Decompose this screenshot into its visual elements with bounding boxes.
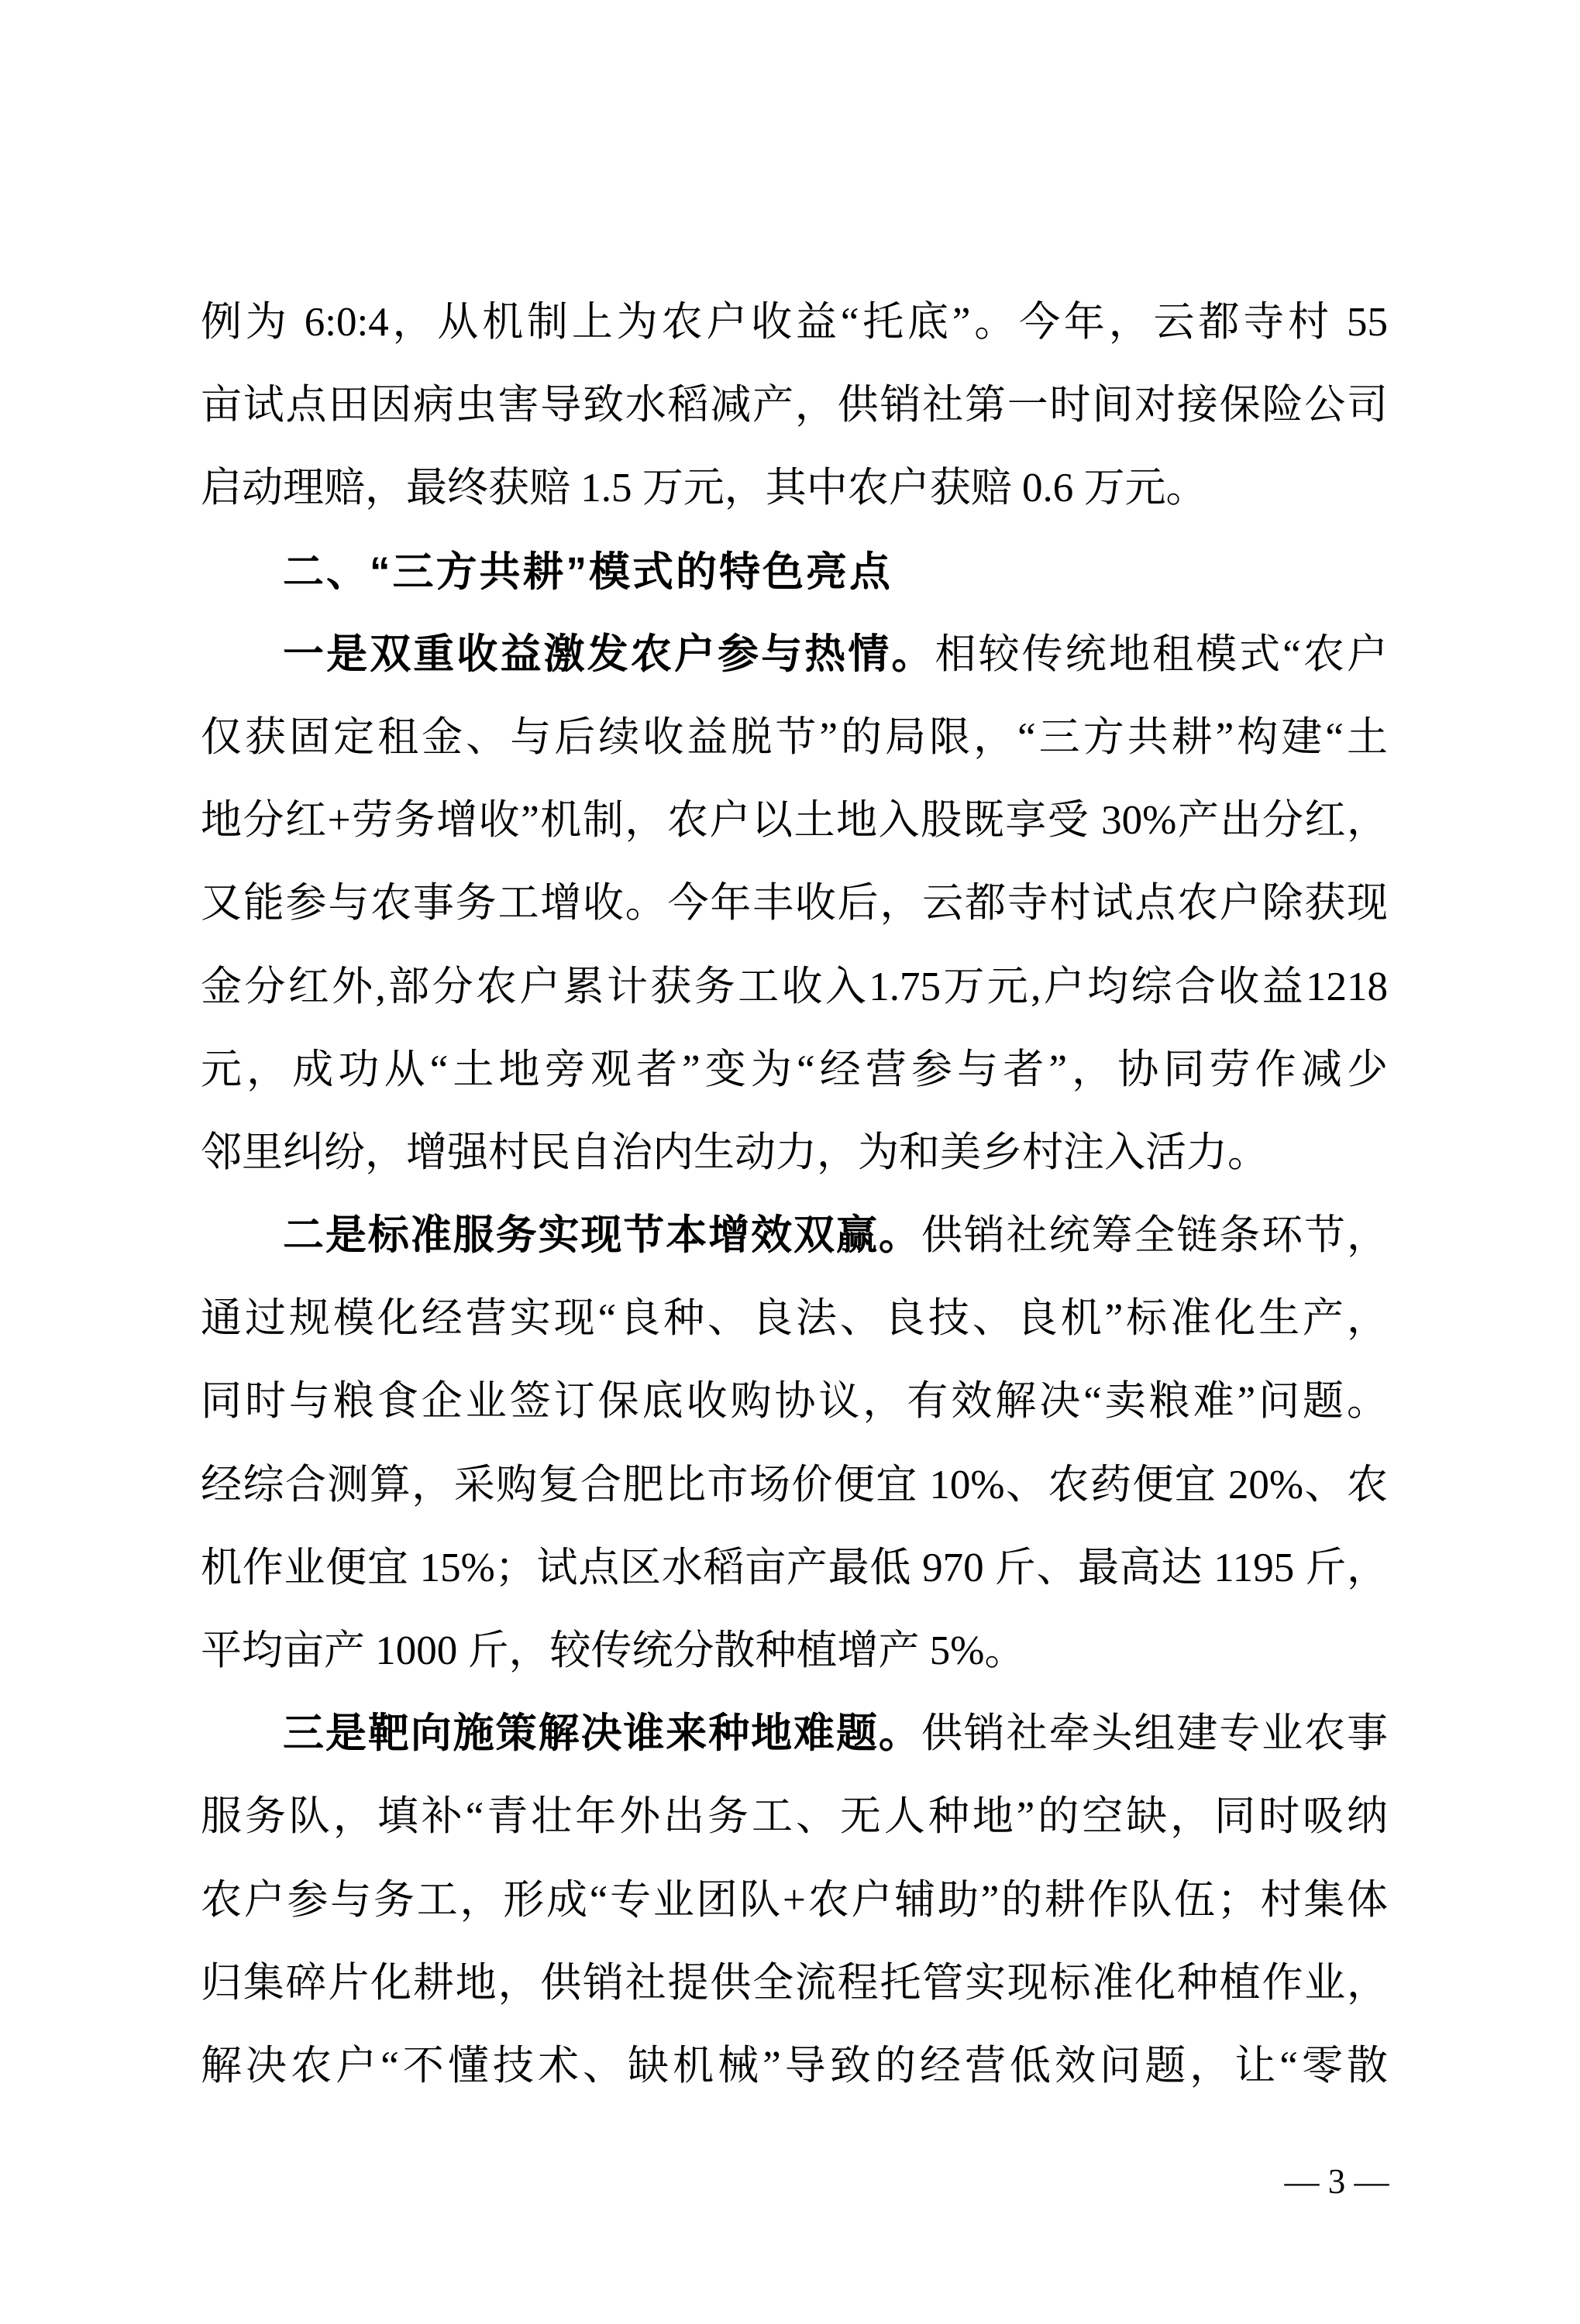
text-segment: 金分红外,部分农户累计获务工收入1.75万元,户均综合收益1218 [201, 964, 1388, 1009]
text-line [201, 946, 1388, 1029]
bold-text-segment: 二是标准服务实现节本增效双赢。 [283, 1213, 921, 1259]
text-segment: 归集碎片化耕地，供销社提供全流程托管实现标准化种植作业， [201, 1960, 1388, 2006]
text-segment: 元，成功从“土地旁观者”变为“经营参与者”，协同劳作减少 [201, 1047, 1388, 1092]
text-line [201, 1195, 1388, 1277]
text-line [201, 1693, 1388, 1776]
text-segment: 农户参与务工，形成“专业团队+农户辅助”的耕作队伍；村集体 [201, 1877, 1388, 1923]
text-segment: 机作业便宜 15%；试点区水稻亩产最低 970 斤、最高达 1195 斤， [201, 1545, 1388, 1590]
text-segment: 服务队，填补“青壮年外出务工、无人种地”的空缺，同时吸纳 [201, 1794, 1388, 1840]
text-line [201, 1444, 1388, 1527]
text-line [201, 281, 1388, 364]
text-line [201, 1277, 1388, 1360]
text-segment: 邻里纠纷，增强村民自治内生动力，为和美乡村注入活力。 [201, 1129, 1268, 1175]
text-segment: 地分红+劳务增收”机制，农户以土地入股既享受 30%产出分红， [201, 798, 1388, 844]
text-line [201, 614, 1388, 696]
text-line [201, 1527, 1388, 1610]
text-segment: 同时与粮食企业签订保底收购协议，有效解决“卖粮难”问题。 [201, 1379, 1388, 1425]
text-line [201, 1942, 1388, 2025]
section-heading [201, 531, 1388, 614]
text-line [201, 1776, 1388, 1858]
text-segment: 供销社牵头组建专业农事 [921, 1711, 1389, 1757]
bold-text-segment: 二、“三方共耕”模式的特色亮点 [283, 548, 893, 595]
text-segment: 平均亩产 1000 斤，较传统分散种植增产 5%。 [201, 1628, 1026, 1673]
text-line [201, 447, 1388, 530]
text-segment: 又能参与农事务工增收。今年丰收后，云都寺村试点农户除获现 [201, 881, 1388, 927]
text-segment: 通过规模化经营实现“良种、良法、良技、良机”标准化生产， [201, 1296, 1388, 1342]
text-block [201, 281, 1388, 2108]
page-number: — 3 — [1284, 2162, 1389, 2201]
text-line [201, 1029, 1388, 1112]
text-line [201, 862, 1388, 945]
text-line [201, 2025, 1388, 2108]
text-line [201, 364, 1388, 447]
bold-text-segment: 一是双重收益激发农户参与热情。 [283, 631, 935, 677]
text-line [201, 779, 1388, 862]
text-line [201, 1360, 1388, 1443]
text-line [201, 1610, 1388, 1693]
bold-text-segment: 三是靶向施策解决谁来种地难题。 [283, 1711, 921, 1757]
text-segment: 相较传统地租模式“农户 [935, 631, 1388, 677]
text-line [201, 696, 1388, 779]
text-segment: 仅获固定租金、与后续收益脱节”的局限，“三方共耕”构建“土 [201, 714, 1388, 760]
text-segment: 解决农户“不懂技术、缺机械”导致的经营低效问题，让“零散 [201, 2043, 1388, 2089]
text-segment: 例为 6:0:4，从机制上为农户收益“托底”。今年，云都寺村 55 [201, 300, 1388, 345]
text-segment: 经综合测算，采购复合肥比市场价便宜 10%、农药便宜 20%、农 [201, 1462, 1388, 1508]
text-segment: 供销社统筹全链条环节， [921, 1213, 1389, 1259]
text-line [201, 1112, 1388, 1195]
text-line [201, 1859, 1388, 1942]
text-segment: 启动理赔，最终获赔 1.5 万元，其中农户获赔 0.6 万元。 [201, 466, 1207, 511]
text-segment: 亩试点田因病虫害导致水稻减产，供销社第一时间对接保险公司 [201, 383, 1388, 428]
